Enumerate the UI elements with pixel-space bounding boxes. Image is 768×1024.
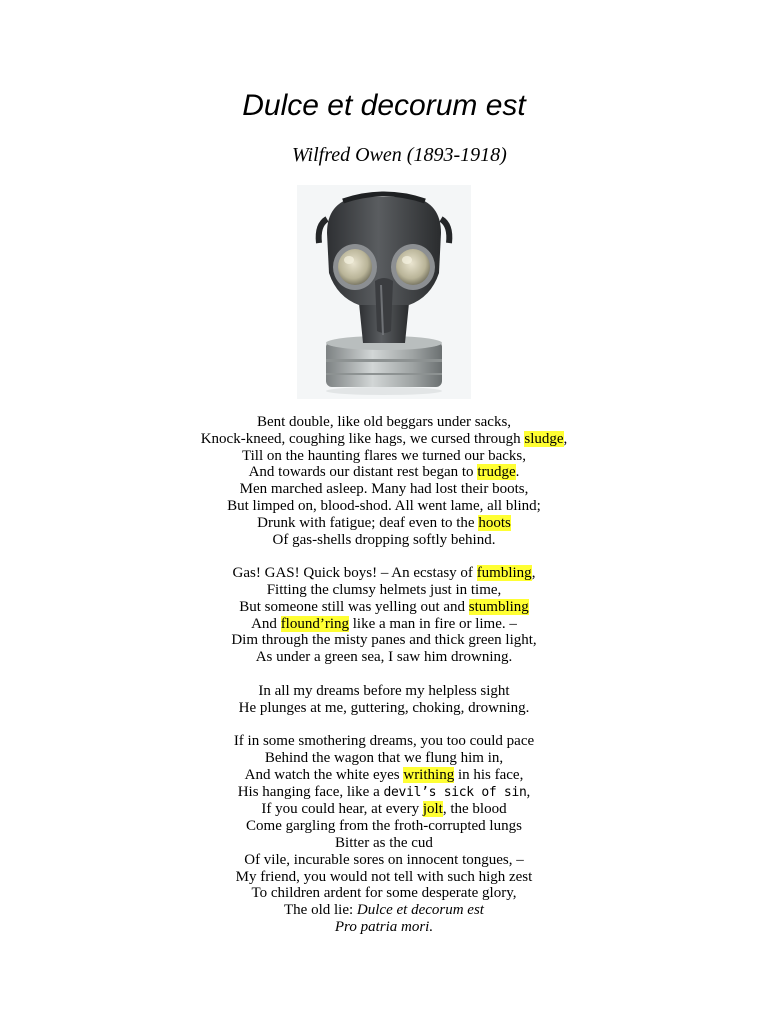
line-text: Dim through the misty panes and thick green light, bbox=[231, 632, 537, 649]
line-text: Of gas-shells dropping softly behind. bbox=[272, 531, 496, 548]
poem-line bbox=[0, 464, 768, 481]
line-text: Bitter as the cud bbox=[335, 834, 433, 851]
poem-stanza bbox=[0, 683, 768, 717]
line-text: Come gargling from the froth-corrupted lungs bbox=[246, 818, 522, 835]
line-text: But limped on, blood-shod. All went lame, all blind; bbox=[227, 497, 541, 514]
line-text: If in some smothering dreams, you too could pace bbox=[233, 733, 535, 750]
poem-author: Wilfred Owen (1893-1918) bbox=[292, 144, 507, 166]
poem-line bbox=[0, 902, 768, 919]
line-text: in his face, bbox=[454, 766, 524, 783]
poem-line bbox=[0, 869, 768, 886]
line-text: , the blood bbox=[442, 801, 507, 818]
line-text: , bbox=[531, 565, 536, 582]
line-text: To children ardent for some desperate glory, bbox=[251, 885, 517, 902]
highlighted-word: trudge bbox=[477, 464, 516, 481]
line-text: But someone still was yelling out and bbox=[239, 598, 469, 615]
poem-line bbox=[0, 750, 768, 767]
poem-line bbox=[0, 801, 768, 818]
line-text: Men marched asleep. Many had lost their boots, bbox=[239, 481, 529, 498]
highlighted-word: writhing bbox=[403, 766, 455, 783]
line-text: Bent double, like old beggars under sacks, bbox=[256, 414, 512, 430]
poem-line bbox=[0, 448, 768, 465]
poem-line bbox=[0, 565, 768, 582]
line-text: , bbox=[526, 783, 531, 800]
line-text: Of vile, incurable sores on innocent tongues, – bbox=[244, 851, 524, 868]
poem-line bbox=[0, 414, 768, 431]
line-text: His hanging face, like a bbox=[237, 783, 384, 800]
line-text: Fitting the clumsy helmets just in time, bbox=[266, 581, 502, 598]
line-text: My friend, you would not tell with such high zest bbox=[235, 868, 533, 885]
line-text: Behind the wagon that we flung him in, bbox=[264, 749, 504, 766]
poem-line bbox=[0, 784, 768, 802]
poem-line bbox=[0, 885, 768, 902]
line-text: Till on the haunting flares we turned our backs, bbox=[242, 447, 526, 464]
poem-line bbox=[0, 767, 768, 784]
poem-line bbox=[0, 683, 768, 700]
line-text: . bbox=[515, 464, 520, 481]
gas-mask-photo bbox=[297, 185, 471, 399]
poem-line bbox=[0, 919, 768, 936]
poem-line bbox=[0, 532, 768, 549]
line-text: The old lie: bbox=[284, 902, 357, 919]
italic-text: Dulce et decorum est bbox=[356, 902, 484, 919]
poem-body bbox=[0, 414, 768, 953]
poem-stanza bbox=[0, 733, 768, 936]
line-text: Knock-kneed, coughing like hags, we cursed through bbox=[200, 430, 525, 447]
poem-line bbox=[0, 498, 768, 515]
highlighted-word: flound’ring bbox=[280, 615, 350, 632]
poem-line bbox=[0, 733, 768, 750]
line-text: , bbox=[563, 430, 568, 447]
line-text: Drunk with fatigue; deaf even to the bbox=[257, 514, 479, 531]
poem-line bbox=[0, 431, 768, 448]
line-text: And watch the white eyes bbox=[244, 766, 404, 783]
highlighted-word: jolt bbox=[422, 801, 443, 818]
line-text: And bbox=[251, 615, 281, 632]
poem-line bbox=[0, 515, 768, 532]
poem-title: Dulce et decorum est bbox=[242, 89, 526, 122]
highlighted-word: stumbling bbox=[468, 598, 529, 615]
poem-line bbox=[0, 700, 768, 717]
line-text: He plunges at me, guttering, choking, drowning. bbox=[238, 699, 530, 716]
poem-line bbox=[0, 582, 768, 599]
highlighted-word: fumbling bbox=[476, 565, 532, 582]
line-text: like a man in fire or lime. – bbox=[349, 615, 517, 632]
poem-line bbox=[0, 852, 768, 869]
line-text: Gas! GAS! Quick boys! – An ecstasy of bbox=[232, 565, 477, 582]
poem-line bbox=[0, 599, 768, 616]
poem-stanza bbox=[0, 565, 768, 666]
poem-line bbox=[0, 481, 768, 498]
typed-text: devil’s sick of sin bbox=[383, 784, 527, 800]
highlighted-word: sludge bbox=[524, 430, 564, 447]
line-text: In all my dreams before my helpless sight bbox=[258, 682, 510, 699]
poem-line bbox=[0, 818, 768, 835]
line-text: As under a green sea, I saw him drowning. bbox=[255, 649, 513, 666]
poem-line bbox=[0, 649, 768, 666]
poem-line bbox=[0, 835, 768, 852]
poem-line bbox=[0, 616, 768, 633]
line-text: If you could hear, at every bbox=[261, 801, 423, 818]
highlighted-word: hoots bbox=[478, 514, 511, 531]
poem-line bbox=[0, 632, 768, 649]
poem-stanza bbox=[0, 414, 768, 548]
italic-text: Pro patria mori. bbox=[334, 918, 434, 935]
line-text: And towards our distant rest began to bbox=[248, 464, 478, 481]
